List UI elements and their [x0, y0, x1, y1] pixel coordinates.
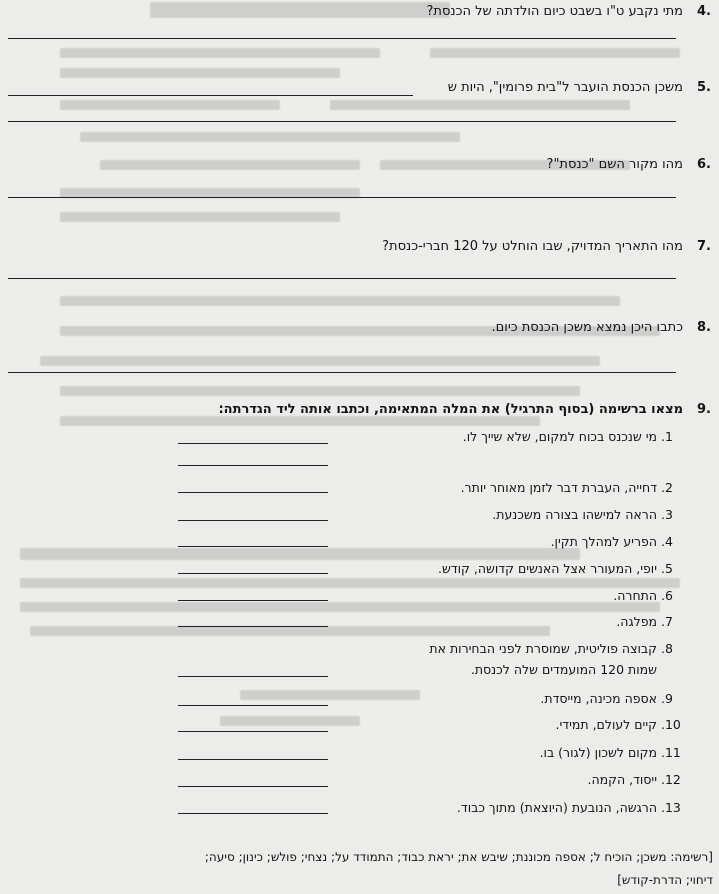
word-blank[interactable] [178, 546, 328, 547]
definition-item: 1. מי שנכנס בכוח למקום, שלא שייך לו. [462, 429, 673, 444]
word-blank[interactable] [178, 465, 328, 466]
question-text: מהו התאריך המדויק, שבו הוחלט על 120 חברי-כנסת? [382, 239, 683, 254]
answer-line[interactable] [8, 372, 676, 373]
definition-item-continuation: שמות 120 המועמדים שלה לכנסת. [470, 662, 658, 677]
question-text: מצאו ברשימה (בסוף התרגיל) את המלה המתאימה, וכתבו אותה ליד הגדרתה: [218, 402, 683, 417]
word-blank[interactable] [178, 626, 328, 627]
word-blank[interactable] [178, 520, 328, 521]
word-blank[interactable] [178, 676, 328, 677]
answer-line[interactable] [8, 95, 413, 96]
word-blank[interactable] [178, 705, 328, 706]
question-number: 6. [697, 157, 711, 172]
definition-item: 5. יופי, המעורר אצל האנשים קדושה, קודש. [438, 561, 673, 576]
word-blank[interactable] [178, 573, 328, 574]
word-blank[interactable] [178, 492, 328, 493]
question-number: 8. [697, 320, 711, 335]
definition-item: 8. קבוצה פוליטית, שמוסרת לפני הבחירות את [429, 641, 673, 656]
definition-item: 13. הרגשה, הנובעת (היוצאת) מתוך כבוד. [456, 800, 681, 815]
question-number: 4. [697, 4, 711, 19]
word-bank-line-1: [רשימה: משכן; הוכיח ל; אספה מכוננת; שיבש את; יראת כבוד; התמודד על; נצחי; פולש; כינון; סיעה; [204, 850, 713, 864]
definition-item: 7. מפלגה. [616, 614, 673, 629]
answer-line[interactable] [8, 121, 676, 122]
question-text: מתי נקבע ט"ו בשבט כיום הולדתה של הכנסת? [426, 4, 683, 19]
word-blank[interactable] [178, 786, 328, 787]
word-bank-line-2: דיחוי; הדרת-קודש] [617, 873, 713, 887]
word-bank [0, 846, 713, 892]
definition-item: 2. דחייה, העברת דבר לזמן מאוחר יותר. [460, 480, 673, 495]
word-blank[interactable] [178, 731, 328, 732]
definition-item: 10. קיים לעולם, תמידי. [555, 717, 681, 732]
question-number: 9. [697, 402, 711, 417]
answer-line[interactable] [8, 38, 676, 39]
question-text: משכן הכנסת הועבר ל"בית פרומין", היות ש [447, 80, 683, 95]
definition-item: 4. הפריע למהלך תקין. [550, 534, 673, 549]
question-text: מהו מקור השם "כנסת"? [546, 157, 683, 172]
question-number: 7. [697, 239, 711, 254]
word-blank[interactable] [178, 600, 328, 601]
answer-line[interactable] [8, 278, 676, 279]
question-text: כתבו היכן נמצא משכן הכנסת כיום. [491, 320, 683, 335]
definition-item: 12. ייסוד, הקמה. [587, 772, 681, 787]
definition-item: 9. אספה מכינה, מייסדת. [540, 691, 673, 706]
definition-item: 11. מקום לשכון (לגור) בו. [539, 745, 681, 760]
definition-item: 6. התחרה. [613, 588, 673, 603]
question-number: 5. [697, 80, 711, 95]
answer-line[interactable] [8, 197, 676, 198]
word-blank[interactable] [178, 443, 328, 444]
word-blank[interactable] [178, 759, 328, 760]
word-blank[interactable] [178, 813, 328, 814]
definition-item: 3. הראה למישהו בצורה משכנעת. [492, 507, 673, 522]
